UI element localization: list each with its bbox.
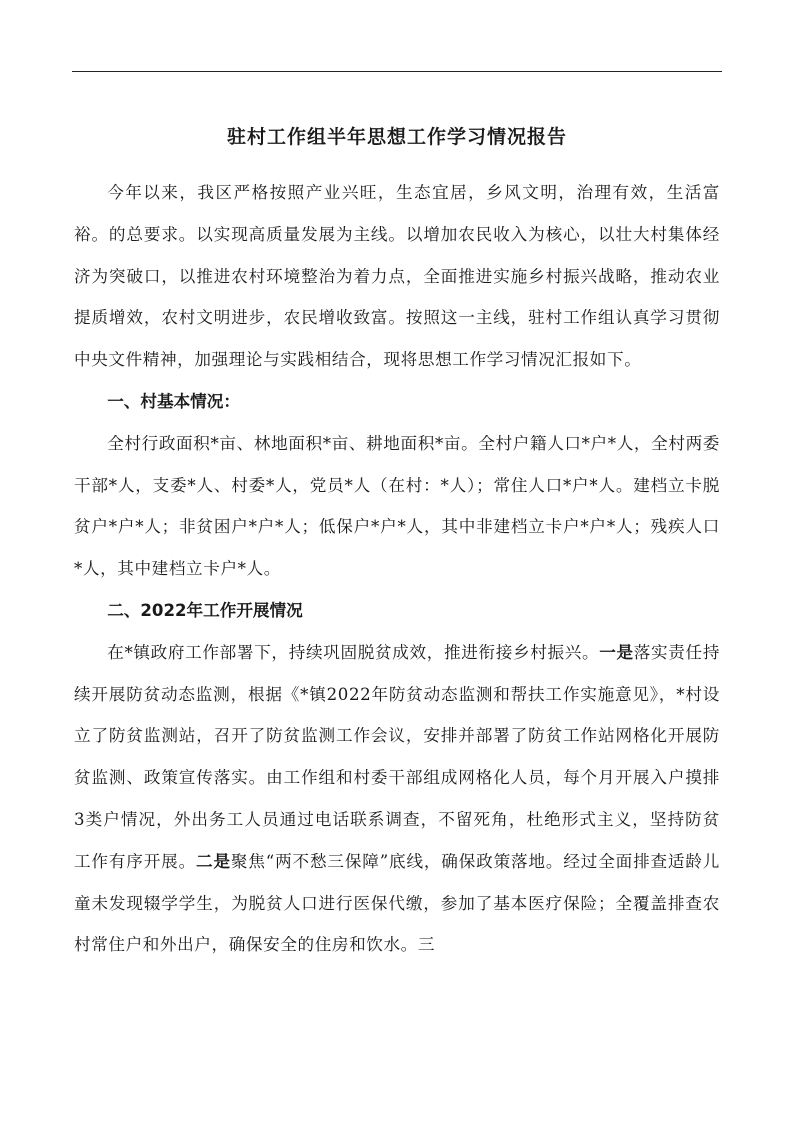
section-2-text-part-3: 聚焦“两不愁三保障”底线，确保政策落地。经过全面排查适龄儿童未发现辍学学生，为脱贫人口进行医保代缴，参加了基本医疗保险；全覆盖排查农村常住户和外出户，确保安全的住房和饮水。三	[74, 851, 720, 955]
intro-paragraph: 今年以来，我区严格按照产业兴旺，生态宜居，乡风文明，治理有效，生活富裕。的总要求。以实现高质量发展为主线。以增加农民收入为核心，以壮大村集体经济为突破口，以推进农村环境整治为着力点，全面推进实施乡村振兴战略，推动农业提质增效，农村文明进步，农民增收致富。按照这一主线，驻村工作组认真学习贯彻中央文件精神，加强理论与实践相结合，现将思想工作学习情况汇报如下。	[74, 183, 720, 370]
document-title: 驻村工作组半年思想工作学习情况报告	[226, 126, 567, 148]
header-rule	[72, 71, 722, 72]
section-2-marker-2: 二是	[196, 850, 231, 871]
document-body	[74, 172, 720, 966]
section-1-paragraph: 全村行政面积*亩、林地面积*亩、耕地面积*亩。全村户籍人口*户*人，全村两委干部*人，支委*人、村委*人，党员*人（在村：*人）；常住人口*户*人。建档立卡脱贫户*户*人；非贫困户*户*人；低保户*户*人，其中非建档立卡户*户*人；残疾人口 *人，其中建档立卡户*人。	[74, 433, 720, 579]
section-2-text-part-1: 在*镇政府工作部署下，持续巩固脱贫成效，推进衔接乡村振兴。	[107, 642, 600, 662]
section-2-paragraph	[74, 632, 720, 966]
section-1-heading: 一、村基本情况：	[107, 391, 240, 411]
section-2-heading: 二、2022年工作开展情况	[107, 600, 303, 620]
section-2-marker-1: 一是	[599, 641, 634, 662]
section-2-text-part-2: 落实责任持续开展防贫动态监测，根据《*镇2022年防贫动态监测和帮扶工作实施意见》，*村设立了防贫监测站，召开了防贫监测工作会议，安排并部署了防贫工作站网格化开展防贫监测、政策宣传落实。由工作组和村委干部组成网格化人员，每个月开展入户摸排3类户情况，外出务工人员通过电话联系调查，不留死角，杜绝形式主义，坚持防贫工作有序开展。	[74, 642, 721, 871]
